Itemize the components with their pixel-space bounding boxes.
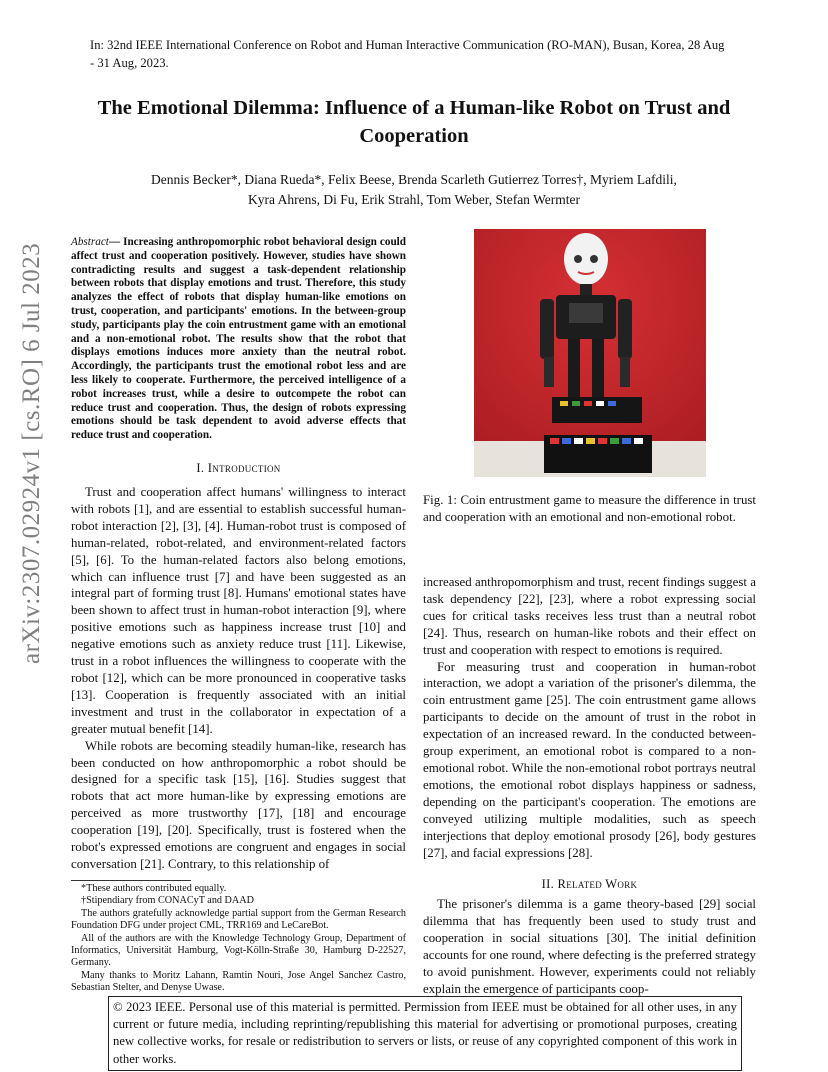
paper-title: The Emotional Dilemma: Influence of a Human-like Robot on Trust and Cooperation (97, 97, 731, 147)
section-heading-related-work (423, 876, 756, 893)
author-line-1: Dennis Becker*, Diana Rueda*, Felix Beese, Brenda Scarleth Gutierrez Torres†, Myriem Lafdili, (151, 172, 677, 187)
author-list (80, 170, 748, 210)
footnote: †Stipendiary from CONACyT and DAAD (81, 895, 254, 907)
footnote: The authors gratefully acknowledge partial support from the German Research Foundation DFG under project CML, TRR169 and LeCareBot. (71, 907, 406, 932)
section-heading-introduction (71, 460, 406, 477)
robot-game-box (552, 397, 642, 423)
paragraph: Trust and cooperation affect humans' willingness to interact with robots [1], and are essential to establish successful human-robot interaction [2], [3], [4]. Human-robot trust is composed of human-related, robot-related, and environment-related factors [5], [6]. To the human-related factors also belong emotions, which can influence trust [7] and have been suggested as an integral part of forming trust [8]. Humans' emotional states have been shown to affect trust in human-robot interaction [9], where positive emotions such as happiness increase trust [10] and negative emotions such as anxiety reduce trust [11]. Likewise, trust in a robot influences the willingness to cooperate with the robot [12], which can be more pronounced in cooperative tasks [13]. Cooperation is frequently associated with an initial investment and trust in the collaborator in expectation of a greater mutual benefit [14]. (71, 485, 406, 736)
section-title: Introduction (207, 461, 281, 475)
section-title: Related Work (557, 877, 638, 891)
section-number: II. (541, 877, 558, 891)
arxiv-stamp: arXiv:2307.02924v1 [cs.RO] 6 Jul 2023 (18, 242, 45, 664)
abstract-text: — Increasing anthropomorphic robot behavioral design could affect trust and cooperation positively. However, studies have shown contradicting results and suggest a task-dependent relationship between robots that display emotions and trust. Therefore, this study analyzes the effect of robots that display human-like emotions on trust, cooperation, and participants' emotions. In the between-group study, participants play the coin entrustment game with an emotional and a non-emotional robot. The results show that the robot that displays emotions induces more anxiety than the neutral robot. Accordingly, the participants trust the emotional robot less and are less likely to cooperate. Furthermore, the perceived intelligence of a robot increases trust, while a desire to outcompete the robot can reduce trust and cooperation. Thus, the design of robots expressing emotions should be task dependent to avoid adverse effects that reduce trust and cooperation. (71, 236, 406, 442)
paragraph: The prisoner's dilemma is a game theory-based [29] social dilemma that has frequently been used to study trust and cooperation in social situations [30]. The initial definition accounts for one round, where defecting is the preferred strategy to avoid punishment. However, experiments could not reliably explain the emergence of participants coop- (423, 897, 756, 996)
footnotes (71, 880, 406, 995)
figure-caption: Fig. 1: Coin entrustment game to measure the difference in trust and cooperation with an emotional and non-emotional robot. (423, 493, 756, 524)
section-number: I. (196, 461, 208, 475)
author-line-2: Kyra Ahrens, Di Fu, Erik Strahl, Tom Weber, Stefan Wermter (248, 192, 580, 207)
robot-head (564, 233, 608, 285)
right-column-body (423, 574, 756, 861)
paragraph: increased anthropomorphism and trust, recent findings suggest a task dependency [22], [23], where a robot expressing social cues for critical tasks receives less trust than a neutral robot [24]. Thus, research on human-like robots and their effect on trust and cooperation with respect to emotions is required. (423, 575, 756, 657)
copyright-notice: © 2023 IEEE. Personal use of this material is permitted. Permission from IEEE must be obtained for all other uses, in any current or future media, including reprinting/republishing this material for advertising or promotional purposes, creating new collective works, for resale or redistribution to servers or lists, or reuse of any copyrighted component of this work in other works. (108, 996, 742, 1071)
paragraph: While robots are becoming steadily human-like, research has been conducted on how anthropomorphic a robot should be designed for a specific task [15], [16]. Studies suggest that robots that act more human-like by expressing emotions are perceived as more trustworthy [17], [18] and encourage cooperation [19], [20]. Specifically, trust is fostered when the robot's expressed emotions are congruent and engages in social conversation [21]. Contrary, to this relationship of (71, 738, 406, 871)
footnote: Many thanks to Moritz Lahann, Ramtin Nouri, Jose Angel Sanchez Castro, Sebastian Stelter, and Denyse Uwase. (71, 969, 406, 994)
paragraph: For measuring trust and cooperation in human-robot interaction, we adopt a variation of the prisoner's dilemma, the coin entrustment game [25]. The coin entrustment game allows participants to decide on the amount of trust in the robot in expectation of an increased reward. In the conducted between-group experiment, an emotional robot is compared to a non-emotional robot. While the non-emotional robot portrays neutral emotions, the emotional robot displays happiness or sadness, depending on the participant's cooperation. The emotions are conveyed utilizing multiple modalities, such as speech interjections that deploy emotional prosody [26], body gestures [27], and facial expressions [28]. (423, 659, 756, 860)
introduction-body (71, 484, 406, 873)
venue-header: In: 32nd IEEE International Conference on Robot and Human Interactive Communication (RO-MAN), Busan, Korea, 28 Aug - 31 Aug, 2023. (90, 38, 725, 70)
footnote-rule (71, 880, 191, 881)
abstract (71, 236, 406, 443)
robot-illustration (474, 229, 706, 477)
footnote: All of the authors are with the Knowledge Technology Group, Department of Informatics, Universität Hamburg, Vogt-Kölln-Straße 30, Hamburg D-22527, Germany. (71, 932, 406, 969)
figure-robot-photo (474, 229, 706, 477)
abstract-label: Abstract (71, 236, 109, 248)
related-work-body (423, 896, 756, 997)
footnote: *These authors contributed equally. (81, 883, 227, 894)
